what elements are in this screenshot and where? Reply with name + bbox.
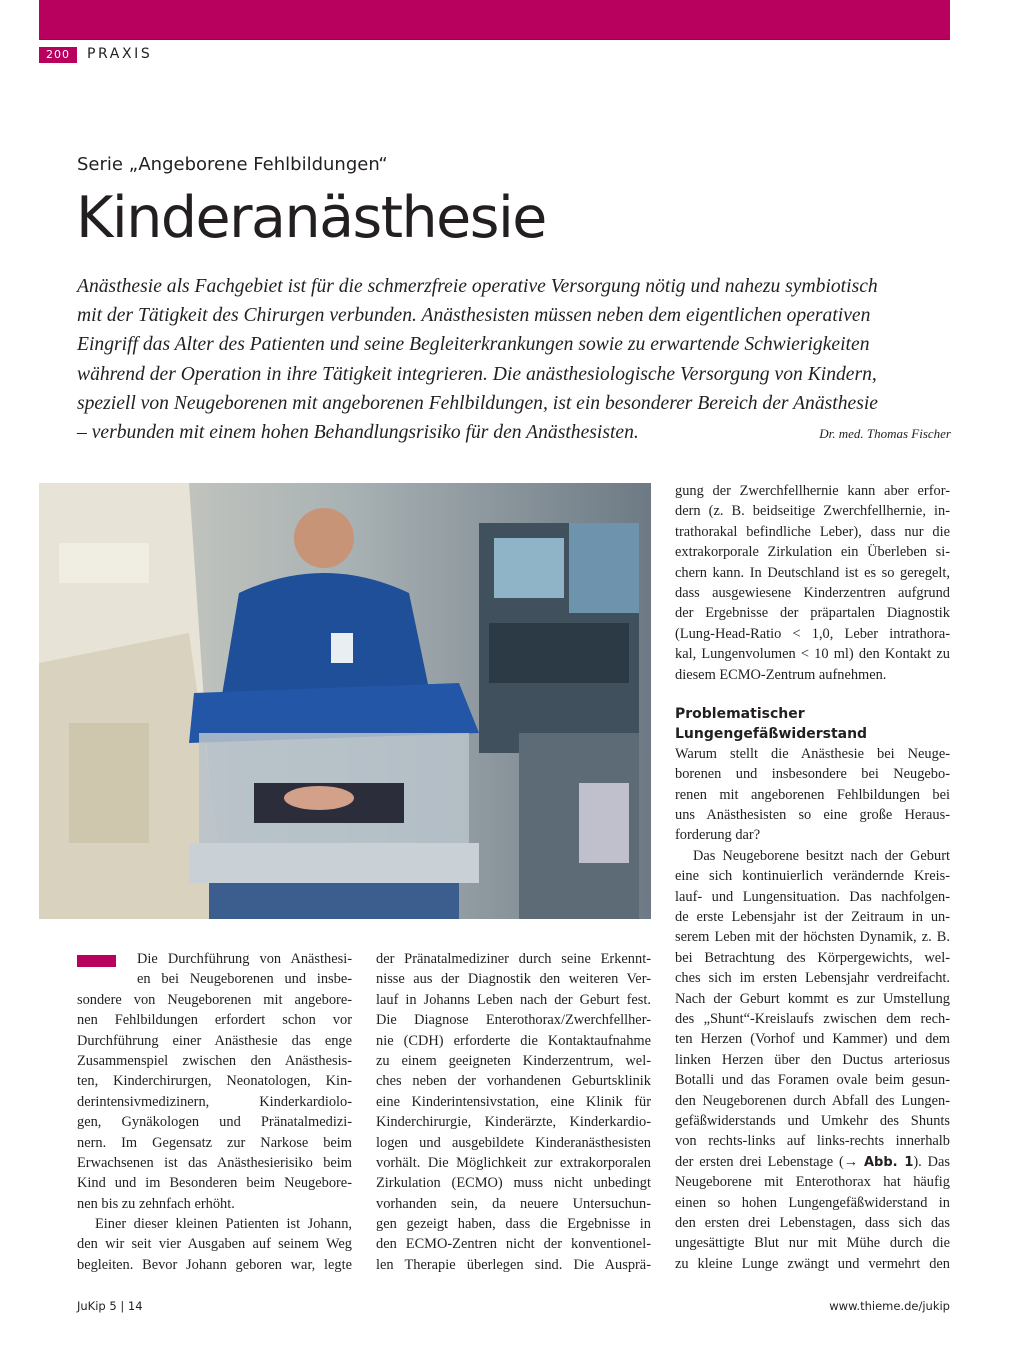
text-line: ten Herzen (Vorhof und Kammer) und dem bbox=[675, 1031, 950, 1048]
text-line: logen und ausgebildete Kinderanästhesisten bbox=[376, 1134, 651, 1151]
text-line: kal, Lungenvolumen < 10 ml) den Kontakt zu bbox=[675, 646, 950, 663]
text-line: gen gezeigt haben, dass die Ergebnisse in bbox=[376, 1216, 651, 1233]
text-line: eine sich kontinuierlich verändernde Kreis- bbox=[675, 868, 950, 885]
lead-line: während der Operation in ihre Tätigkeit integrieren. Die anästhesiologische Versorgung von Kindern, bbox=[77, 363, 877, 385]
lead-line: Eingriff das Alter des Patienten und seine Begleiterkrankungen sowie zu erwartende Schwierigkeiten bbox=[77, 334, 870, 356]
text-line: den wir seit vier Ausgaben auf seinem Weg bbox=[77, 1236, 352, 1253]
article-title: Kinderanästhesie bbox=[76, 185, 546, 251]
text-line: (Lung-Head-Ratio < 1,0, Leber intrathora- bbox=[675, 625, 950, 642]
text-line: lauf in Johanns Leben nach der Geburt fest. bbox=[376, 991, 651, 1008]
body-column-3 bbox=[675, 481, 950, 1274]
text-line: ches neben der vorhandenen Geburtsklinik bbox=[376, 1073, 651, 1090]
text-line: Nach der Geburt kommt es zur Umstellung bbox=[675, 990, 950, 1007]
journal-issue: JuKip 5 | 14 bbox=[77, 1299, 143, 1313]
section-heading: Problematischer bbox=[675, 705, 805, 722]
text-line: ten, Kinderchirurgen, Neonatologen, Kin- bbox=[77, 1073, 352, 1090]
text-line: bei Betrachtung des Körpergewichts, wel- bbox=[675, 949, 950, 966]
top-rule bbox=[39, 39, 950, 40]
article-photo bbox=[39, 483, 651, 919]
text-line: linken Herzen über den Ductus arteriosus bbox=[675, 1051, 950, 1068]
text-line: sondere von Neugeborenen mit angebore- bbox=[77, 991, 352, 1008]
top-color-bar bbox=[39, 0, 950, 39]
author: Dr. med. Thomas Fischer bbox=[819, 426, 951, 442]
text-line: nie (CDH) erforderte die Kontaktaufnahme bbox=[376, 1032, 651, 1049]
text-line: dass ausgewiesene Kinderzentren aufgrund bbox=[675, 584, 950, 601]
text-line: ungesättigte Blut nur mit Mühe durch die bbox=[675, 1235, 950, 1252]
text-line: uns Anästhesisten so eine große Heraus- bbox=[675, 807, 950, 824]
text-line: nen Fehlbildungen erfordert schon vor bbox=[77, 1012, 352, 1029]
text-line: Erwachsenen ist das Anästhesierisiko beim bbox=[77, 1154, 352, 1171]
lead-line: Anästhesie als Fachgebiet ist für die schmerzfreie operative Versorgung nötig und nahezu symbiotisch bbox=[77, 276, 878, 297]
series-title: Serie „Angeborene Fehlbildungen“ bbox=[77, 154, 388, 175]
text-line: renen mit angeborenen Fehlbildungen bei bbox=[675, 786, 950, 803]
text-line: Zirkulation (ECMO) muss nicht unbedingt bbox=[376, 1175, 651, 1192]
text-line: vorhält. Die Möglichkeit zur extrakorporalen bbox=[376, 1154, 651, 1171]
text-line: Das Neugeborene besitzt nach der Geburt bbox=[693, 847, 950, 864]
journal-url[interactable]: www.thieme.de/jukip bbox=[829, 1299, 950, 1313]
text-line-with-figure-ref bbox=[675, 1152, 950, 1172]
figure-reference-link[interactable]: Abb. 1 bbox=[863, 1154, 914, 1170]
text-line: trathorakal befindliche Leber), dass nur die bbox=[675, 523, 950, 540]
text-line: lauf- und Lungensituation. Das nachfolgen- bbox=[675, 888, 950, 905]
text-line: borenen und insbesondere bei Neugebo- bbox=[675, 766, 950, 783]
text-line: gung der Zwerchfellhernie kann aber erfor- bbox=[675, 483, 950, 499]
body-column-1 bbox=[77, 949, 352, 1275]
text-line: len Therapie überlegen sind. Die Ausprä- bbox=[376, 1256, 651, 1273]
text-line: den ersten drei Lebenstagen, dass sich das bbox=[675, 1214, 950, 1231]
text-line: zu kleine Lunge zwängt und vermehrt den bbox=[675, 1255, 950, 1272]
text-line: Botalli und das Foramen ovale beim gesun- bbox=[675, 1072, 950, 1089]
text-line: einen so hohen Lungengefäßwiderstand in bbox=[675, 1194, 950, 1211]
text-line: Kinderchirurgie, Kinderärzte, Kinderkardio- bbox=[376, 1114, 651, 1131]
text-line: chern kann. In Deutschland ist es so geregelt, bbox=[675, 564, 950, 581]
text-line: den ECMO-Zentren nicht der konventionel- bbox=[376, 1236, 651, 1253]
text-fragment: der ersten drei Lebenstage (→ bbox=[675, 1153, 864, 1170]
text-line: vorhanden sein, da neuere Untersuchun- bbox=[376, 1195, 651, 1212]
text-line: Einer dieser kleinen Patienten ist Johann, bbox=[95, 1216, 352, 1233]
lead-line: mit der Tätigkeit des Chirurgen verbunden. Anästhesisten müssen neben dem eigentlichen operativen bbox=[77, 305, 871, 327]
article-lead bbox=[77, 272, 951, 448]
text-line: diesem ECMO-Zentrum aufnehmen. bbox=[675, 666, 887, 683]
section-heading: Lungengefäßwiderstand bbox=[675, 725, 868, 742]
text-line: en bei Neugeborenen und insbe- bbox=[137, 971, 352, 988]
text-line: Zusammenspiel zwischen den Anästhesis- bbox=[77, 1052, 352, 1069]
text-line: Kind und im Besonderen beim Neugebore- bbox=[77, 1175, 352, 1192]
lead-last-line bbox=[77, 418, 951, 448]
text-line: extrakorporale Zirkulation ein Überleben si- bbox=[675, 544, 950, 561]
text-line: ches sich im ersten Lebensjahr verdreifacht. bbox=[675, 970, 950, 987]
text-line: dern (z. B. beidseitige Zwerchfellhernie, in- bbox=[675, 503, 950, 520]
nicu-photo-illustration bbox=[39, 483, 651, 919]
text-line: Neugeborene mit Enterothorax hat häufig bbox=[675, 1174, 950, 1191]
text-line: der Ergebnisse der präpartalen Diagnostik bbox=[675, 605, 950, 622]
text-line: eine Kinderintensivstation, eine Klinik für bbox=[376, 1093, 651, 1110]
text-line: zu einem geeigneten Kinderzentrum, wel- bbox=[376, 1052, 651, 1069]
text-line: gen, Gynäkologen und Pränatalmedizi- bbox=[77, 1114, 352, 1131]
text-line: begleiten. Bevor Johann geboren war, legte bbox=[77, 1256, 352, 1273]
page-number: 200 bbox=[39, 47, 77, 63]
text-line: nen bis zu zehnfach erhöht. bbox=[77, 1195, 235, 1212]
body-column-2 bbox=[376, 949, 651, 1275]
lead-line: – verbunden mit einem hohen Behandlungsrisiko für den Anästhesisten. bbox=[77, 422, 639, 444]
text-line: von rechts-links auf links-rechts innerhalb bbox=[675, 1133, 950, 1150]
text-line: des „Shunt“-Kreislaufs zwischen dem rech- bbox=[675, 1010, 950, 1027]
text-fragment: ). Das bbox=[913, 1153, 950, 1170]
text-line: Warum stellt die Anästhesie bei Neuge- bbox=[675, 745, 950, 762]
text-line: gefäßwiderstands und Umkehr des Shunts bbox=[675, 1112, 950, 1129]
section-label: PRAXIS bbox=[87, 46, 153, 62]
text-line: nisse aus der Diagnostik den weiteren Ver- bbox=[376, 971, 651, 988]
text-line: de erste Lebensjahr ist der Zeitraum in un- bbox=[675, 909, 950, 926]
text-line: Die Durchführung von Anästhesi- bbox=[137, 951, 352, 967]
lead-line: speziell von Neugeborenen mit angeborenen Fehlbildungen, ist ein besonderer Bereich der Anästhesie bbox=[77, 392, 878, 414]
text-line: derintensivmedizinern, Kinderkardiolo- bbox=[77, 1093, 352, 1110]
text-line: der Pränatalmediziner durch seine Erkennt- bbox=[376, 951, 651, 967]
text-line: forderung dar? bbox=[675, 827, 761, 844]
text-line: serem Leben mit der höchsten Dynamik, z. B. bbox=[675, 929, 950, 946]
text-line: Durchführung einer Anästhesie das enge bbox=[77, 1032, 352, 1049]
text-line: den Neugeborenen durch Abfall des Lungen- bbox=[675, 1092, 950, 1109]
text-line: nern. Im Gegensatz zur Narkose beim bbox=[77, 1134, 352, 1151]
text-line: Die Diagnose Enterothorax/Zwerchfellher- bbox=[376, 1012, 651, 1029]
